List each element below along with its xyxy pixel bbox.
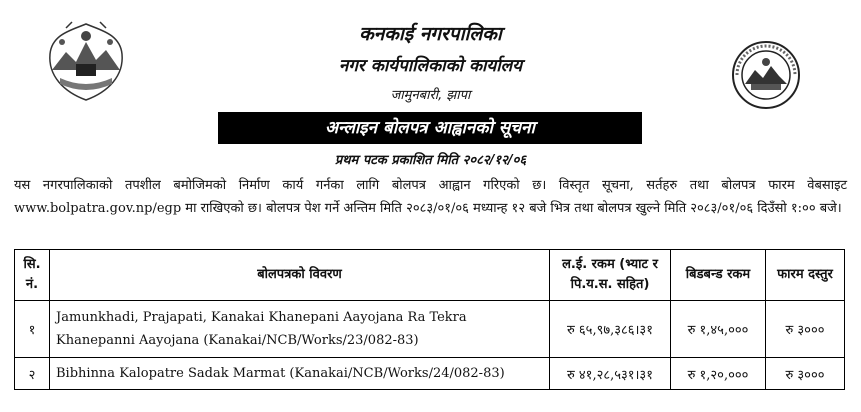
row-estimate: रु ६५,९७,३८६।३१ bbox=[550, 301, 671, 358]
office-location: जामुनबारी, झापा bbox=[390, 88, 471, 103]
row-sn: २ bbox=[15, 358, 50, 390]
notice-header bbox=[0, 0, 861, 175]
publish-date: प्रथम पटक प्रकाशित मिति २०८२/१२/०६ bbox=[334, 153, 527, 168]
table-header-row bbox=[15, 250, 845, 301]
row-bid-bond: रु १,४५,००० bbox=[671, 301, 766, 358]
row-description: Jamunkhadi, Prajapati, Kanakai Khanepani Aayojana Ra Tekra Khanepanni Aayojana (Kanakai/NCB/Works/23/082-83) bbox=[50, 301, 550, 358]
municipality-name: कनकाई नगरपालिका bbox=[359, 23, 502, 45]
tender-table bbox=[14, 249, 845, 390]
row-form-fee: रु ३००० bbox=[766, 301, 845, 358]
table-row bbox=[15, 301, 845, 358]
notice-title-banner: अन्लाइन बोलपत्र आह्वानको सूचना bbox=[218, 112, 642, 144]
col-header-bid-bond: बिडबन्ड रकम bbox=[671, 250, 766, 301]
col-header-description: बोलपत्रको विवरण bbox=[50, 250, 550, 301]
row-form-fee: रु ३००० bbox=[766, 358, 845, 390]
col-header-form-fee: फारम दस्तुर bbox=[766, 250, 845, 301]
notice-body: यस नगरपालिकाको तपशील बमोजिमको निर्माण कार्य गर्नका लागि बोलपत्र आह्वान गरिएको छ। विस्तृत सूचना, सर्तहरु तथा बोलपत्र फारम वेबसाइट www.bolpatra.gov.np/egp मा राखिएको छ। बोलपत्र पेश गर्ने अन्तिम मिति २०८३/०१/०६ मध्यान्ह १२ बजे भित्र तथा बोलपत्र खुल्ने मिति २०८३/०१/०६ दिउँसो १:०० बजे। bbox=[14, 178, 847, 216]
table-row bbox=[15, 358, 845, 390]
row-bid-bond: रु १,२०,००० bbox=[671, 358, 766, 390]
office-name: नगर कार्यपालिकाको कार्यालय bbox=[338, 56, 523, 76]
col-header-estimate: ल.ई. रकम (भ्याट र पि.य.स. सहित) bbox=[550, 250, 671, 301]
row-description: Bibhinna Kalopatre Sadak Marmat (Kanakai/NCB/Works/24/082-83) bbox=[50, 358, 550, 390]
row-sn: १ bbox=[15, 301, 50, 358]
col-header-sn: सि. नं. bbox=[15, 250, 50, 301]
row-estimate: रु ४१,२८,५३१।३१ bbox=[550, 358, 671, 390]
